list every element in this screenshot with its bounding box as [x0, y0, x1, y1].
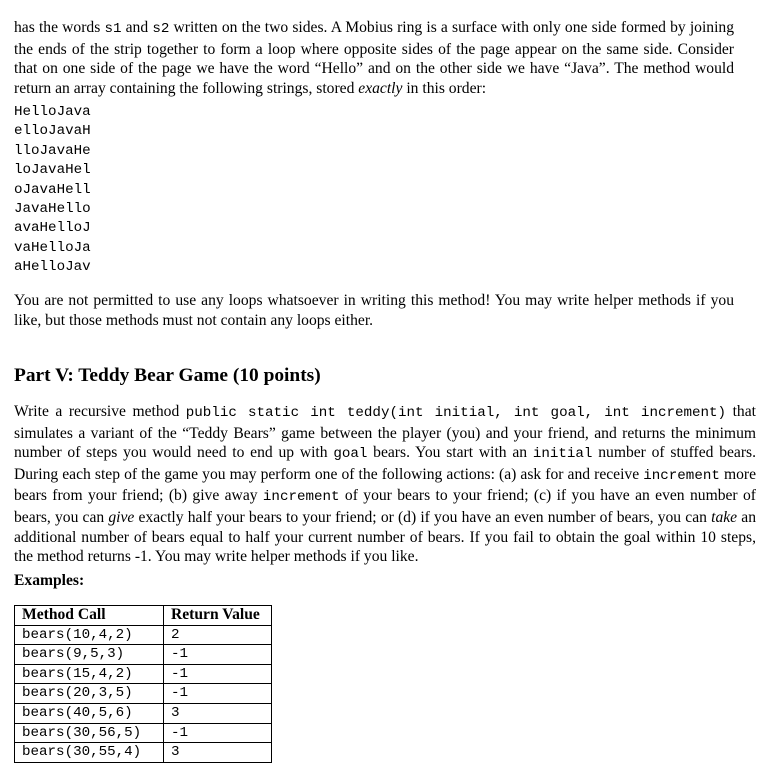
emph-exactly: exactly	[358, 79, 403, 97]
method-call-cell: bears(30,55,4)	[15, 743, 164, 763]
emph-take: take	[711, 508, 738, 526]
examples-table	[14, 605, 272, 763]
table-row	[15, 684, 272, 704]
teddy-text-d: number of stuffed bears. During each step of the game you may perform one of the following actions: (a) ask for and receive	[14, 444, 756, 483]
rotation-item: loJavaHel	[14, 162, 91, 179]
code-increment: increment	[262, 489, 340, 506]
return-value-cell: 2	[164, 625, 272, 645]
table-row	[15, 723, 272, 743]
table-row	[15, 743, 272, 763]
code-s2: s2	[152, 21, 170, 37]
method-call-cell: bears(20,3,5)	[15, 684, 164, 704]
rotation-item: elloJavaH	[14, 123, 91, 140]
intro-text-1: has the words	[14, 19, 105, 36]
teddy-text-b: that simulates a variant of the “Teddy Bears” game between the player (you) and your friend, and returns the minimum number of steps you would need to end up with	[14, 403, 756, 462]
rotation-list	[14, 103, 91, 278]
rotation-item: avaHelloJ	[14, 220, 91, 237]
table-row	[15, 625, 272, 645]
code-goal: goal	[333, 446, 368, 463]
rotation-item: aHelloJav	[14, 259, 91, 276]
code-initial: initial	[532, 446, 593, 463]
intro-text-3: written on the two sides. A Mobius ring is a surface with only one side formed by joining the ends of the strip together to form a loop where opposite sides of the page appear on the same side. Consider that on one side of the page we have the word “Hello” and on the other side we have “Java”. The method would return an array containing the following strings, stored	[14, 19, 735, 97]
teddy-paragraph	[14, 402, 756, 567]
header-method-call: Method Call	[15, 606, 164, 626]
method-call-cell: bears(10,4,2)	[15, 625, 164, 645]
examples-label: Examples:	[14, 572, 85, 589]
rotation-item: vaHelloJa	[14, 239, 91, 256]
intro-paragraph	[14, 18, 734, 98]
teddy-text-h: an additional number of bears equal to half your current number of bears. If you fail to obtain the goal within 10 steps, the method returns -1. You may write helper methods if you like.	[14, 508, 756, 566]
return-value-cell: 3	[164, 703, 272, 723]
table-row	[15, 703, 272, 723]
method-call-cell: bears(30,56,5)	[15, 723, 164, 743]
rotation-item: lloJavaHe	[14, 142, 91, 159]
intro-text-2: and	[121, 19, 153, 36]
header-return-value: Return Value	[164, 606, 272, 626]
return-value-cell: -1	[164, 645, 272, 665]
return-value-cell: 3	[164, 743, 272, 763]
method-call-cell: bears(9,5,3)	[15, 645, 164, 665]
rotation-item: oJavaHell	[14, 181, 91, 198]
teddy-signature: public static int teddy(int initial, int goal, int increment)	[185, 405, 727, 421]
return-value-cell: -1	[164, 684, 272, 704]
intro-text-4: in this order:	[402, 79, 487, 97]
teddy-text-a: Write a recursive method	[14, 403, 186, 420]
teddy-text-g: exactly half your bears to your friend; or (d) if you have an even number of bears, you can	[134, 508, 712, 526]
emph-give: give	[108, 508, 135, 526]
teddy-text-e: more bears from your friend; (b) give away	[14, 465, 756, 505]
teddy-text-f: of your bears to your friend; (c) if you have an even number of bears, you can	[14, 487, 756, 526]
code-increment: increment	[643, 467, 720, 484]
return-value-cell: -1	[164, 664, 272, 684]
table-row	[15, 645, 272, 665]
rotation-item: HelloJava	[14, 104, 91, 120]
table-row	[15, 664, 272, 684]
code-s1: s1	[104, 21, 122, 37]
part5-heading: Part V: Teddy Bear Game (10 points)	[14, 365, 321, 386]
method-call-cell: bears(40,5,6)	[15, 703, 164, 723]
rotation-item: JavaHello	[14, 201, 91, 218]
return-value-cell: -1	[164, 723, 272, 743]
no-loops-paragraph: You are not permitted to use any loops whatsoever in writing this method! You may write helper methods if you like, but those methods must not contain any loops either.	[14, 292, 734, 329]
method-call-cell: bears(15,4,2)	[15, 664, 164, 684]
teddy-text-c: bears. You start with an	[367, 444, 533, 462]
table-header-row	[15, 606, 272, 626]
